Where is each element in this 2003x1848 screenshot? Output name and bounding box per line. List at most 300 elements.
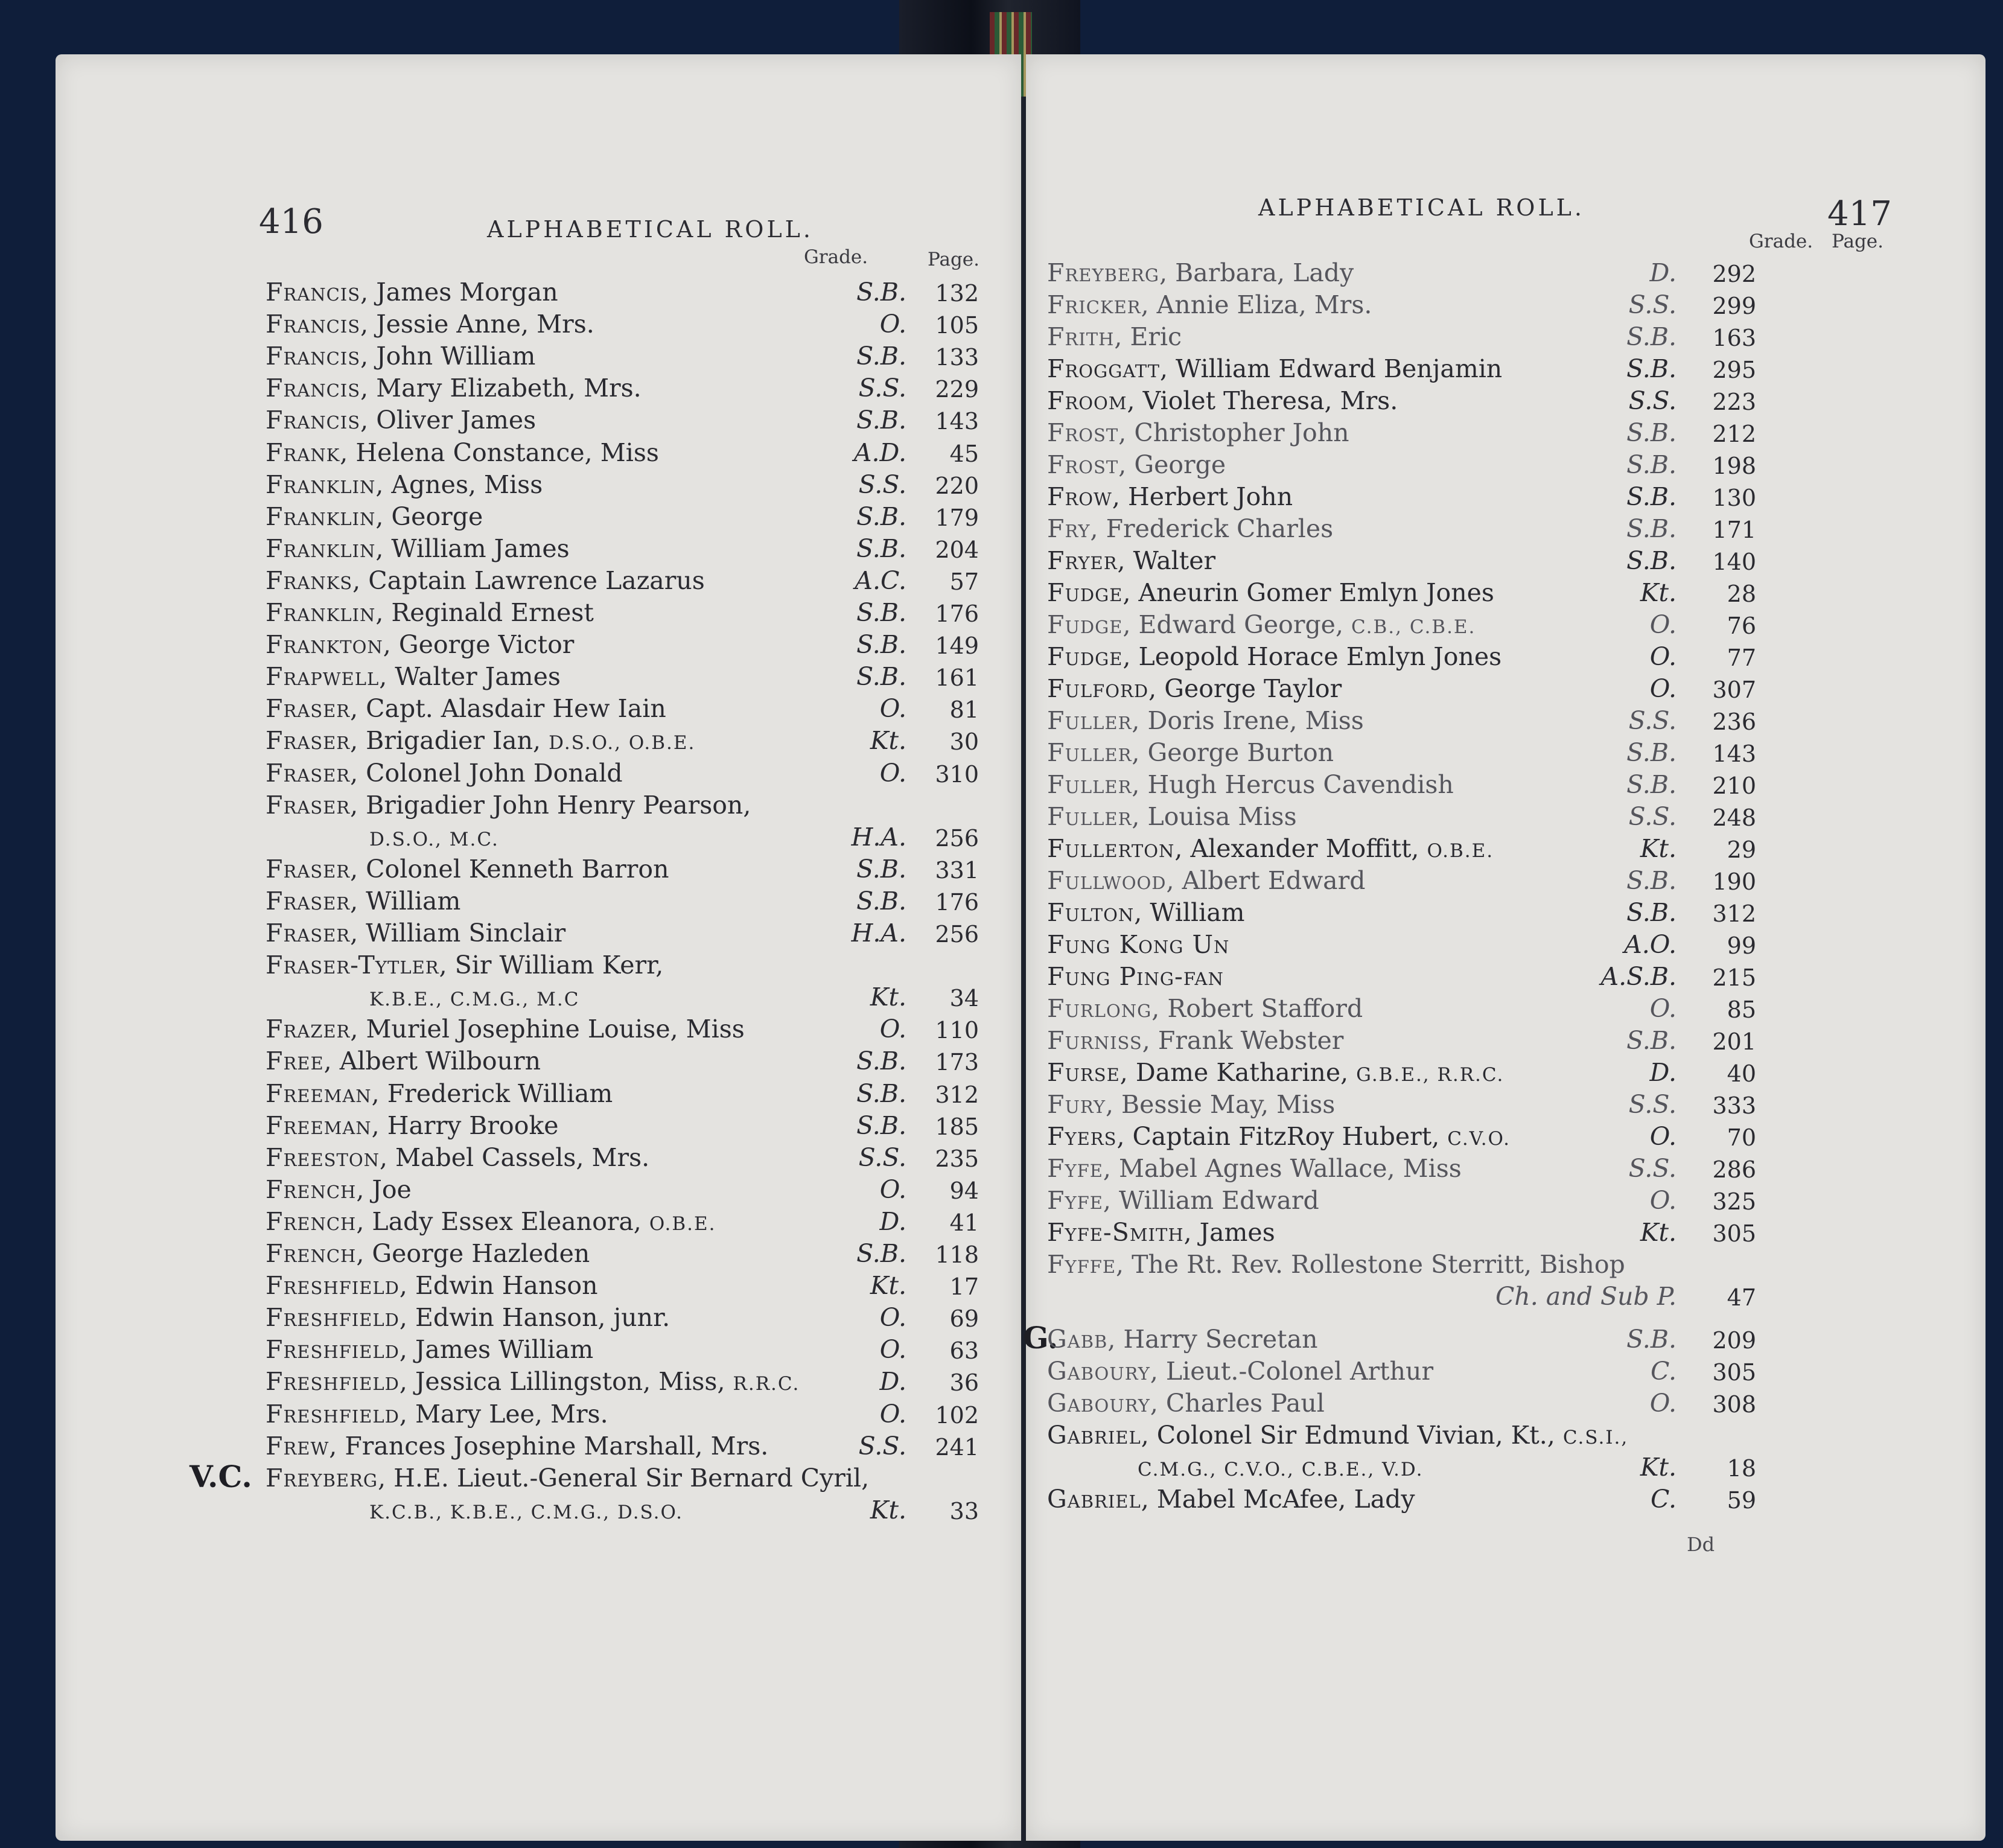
given-names: , William bbox=[350, 886, 461, 916]
page-ref: 331 bbox=[935, 856, 979, 884]
page-ref: 63 bbox=[949, 1337, 979, 1365]
roll-entry bbox=[56, 406, 1021, 438]
entry-name bbox=[1047, 1026, 1343, 1055]
entry-name bbox=[1047, 1421, 1628, 1450]
entry-name bbox=[266, 342, 535, 371]
given-names: , H.E. Lieut.-General Sir Bernard Cyril, bbox=[378, 1463, 870, 1493]
grade: Kt. bbox=[870, 983, 906, 1012]
roll-entry bbox=[1026, 770, 1985, 803]
page-ref: 57 bbox=[949, 568, 979, 595]
entry-name bbox=[266, 1271, 598, 1300]
surname: Freshfield bbox=[266, 1271, 400, 1301]
grade: S.B. bbox=[1626, 482, 1677, 511]
roll-entry bbox=[56, 951, 1021, 983]
page-ref: 308 bbox=[1712, 1391, 1756, 1418]
surname: Fraser bbox=[266, 726, 351, 756]
given-names: , Oliver James bbox=[360, 406, 537, 435]
given-names: , Bessie May, Miss bbox=[1105, 1090, 1336, 1119]
given-names: , Harry Brooke bbox=[371, 1110, 559, 1140]
page-ref: 286 bbox=[1712, 1156, 1756, 1183]
surname: Fraser bbox=[266, 790, 351, 820]
grade: S.S. bbox=[858, 374, 906, 403]
entry-name bbox=[1047, 802, 1297, 831]
page-ref: 41 bbox=[949, 1209, 979, 1236]
given-names: , William Edward bbox=[1103, 1186, 1319, 1215]
roll-entry bbox=[56, 1015, 1021, 1047]
given-names: , Jessie Anne, Mrs. bbox=[360, 310, 594, 339]
grade: S.B. bbox=[856, 886, 906, 916]
roll-entry bbox=[1026, 322, 1985, 355]
entry-name bbox=[266, 1047, 541, 1075]
honours: G.B.E., R.R.C. bbox=[1356, 1064, 1505, 1086]
honours: O.B.E. bbox=[649, 1212, 716, 1235]
surname: Froggatt bbox=[1047, 354, 1160, 383]
entry-name bbox=[266, 1207, 716, 1236]
page-ref: 132 bbox=[935, 280, 979, 307]
given-names: , Joe bbox=[356, 1174, 412, 1204]
roll-entry bbox=[1026, 866, 1985, 899]
surname: Freeman bbox=[266, 1079, 372, 1108]
given-names: , Brigadier Ian, bbox=[350, 726, 549, 756]
entry-name bbox=[1047, 1325, 1318, 1354]
roll-entry bbox=[56, 1239, 1021, 1272]
grade: Ch. and Sub P. bbox=[1495, 1282, 1677, 1311]
given-names: , Mabel Cassels, Mrs. bbox=[379, 1142, 650, 1172]
page-ref: 29 bbox=[1727, 836, 1756, 863]
grade: O. bbox=[1649, 1389, 1677, 1418]
roll-entry bbox=[1026, 1421, 1985, 1453]
surname: Franks bbox=[266, 566, 353, 595]
page-ref: 70 bbox=[1727, 1124, 1756, 1151]
page-ref: 143 bbox=[1712, 741, 1756, 767]
surname: Fyfe bbox=[1047, 1186, 1103, 1215]
given-names: , Captain Lawrence Lazarus bbox=[352, 566, 705, 595]
roll-entry bbox=[56, 374, 1021, 406]
surname: Gaboury bbox=[1047, 1357, 1150, 1386]
surname: Fry bbox=[1047, 514, 1091, 543]
entry-name bbox=[1047, 610, 1476, 639]
page-ref: 235 bbox=[935, 1145, 979, 1172]
roll-entry bbox=[1026, 674, 1985, 707]
surname: Freshfield bbox=[266, 1303, 400, 1333]
page-ref: 209 bbox=[1712, 1327, 1756, 1354]
roll-entry bbox=[1026, 514, 1985, 547]
page-ref: 161 bbox=[935, 664, 979, 692]
entry-name bbox=[266, 1335, 593, 1364]
entry-name bbox=[266, 1367, 800, 1396]
surname: Fury bbox=[1047, 1090, 1106, 1119]
page-ref: 45 bbox=[949, 440, 979, 467]
given-names: , Sir William Kerr, bbox=[439, 951, 664, 980]
roll-entry bbox=[56, 342, 1021, 374]
honours: R.R.C. bbox=[733, 1373, 800, 1395]
grade: O. bbox=[1649, 1122, 1677, 1151]
roll-entry bbox=[1026, 1122, 1985, 1155]
grade: S.S. bbox=[858, 1142, 906, 1172]
roll-entry bbox=[56, 1111, 1021, 1144]
given-names: , Capt. Alasdair Hew Iain bbox=[350, 694, 666, 724]
entry-name bbox=[1047, 546, 1215, 575]
entry-name bbox=[1047, 1058, 1504, 1087]
grade: Kt. bbox=[1640, 1453, 1677, 1482]
roll-entry bbox=[56, 470, 1021, 503]
grade: S.B. bbox=[1626, 738, 1677, 767]
page-ref: 85 bbox=[1727, 996, 1756, 1023]
given-names: , Edward George, bbox=[1123, 610, 1352, 639]
roll-entry bbox=[56, 630, 1021, 663]
surname: Fuller bbox=[1047, 706, 1132, 735]
given-names: , William Edward Benjamin bbox=[1159, 354, 1503, 383]
page-ref: 292 bbox=[1712, 261, 1756, 287]
given-names: , Robert Stafford bbox=[1151, 994, 1363, 1023]
surname: Fyffe bbox=[1047, 1250, 1116, 1279]
page-ref: 204 bbox=[935, 536, 979, 563]
page-ref: 76 bbox=[1727, 613, 1756, 639]
given-names: , Mary Lee, Mrs. bbox=[399, 1399, 608, 1429]
page-ref: 310 bbox=[935, 760, 979, 788]
roll-entry bbox=[1026, 898, 1985, 931]
running-head: ALPHABETICAL ROLL. bbox=[1258, 194, 1585, 221]
given-names: , Aneurin Gomer Emlyn Jones bbox=[1123, 578, 1494, 607]
given-names: , George Hazleden bbox=[356, 1239, 590, 1268]
given-names: , James bbox=[1183, 1218, 1275, 1247]
grade: Kt. bbox=[870, 1271, 906, 1301]
page-ref: 40 bbox=[1727, 1060, 1756, 1087]
honours: K.C.B., K.B.E., C.M.G., D.S.O. bbox=[369, 1501, 683, 1523]
entry-name bbox=[1047, 1389, 1325, 1418]
roll-entry bbox=[1026, 706, 1985, 739]
page-ref: 133 bbox=[935, 344, 979, 371]
entry-name bbox=[1047, 322, 1182, 351]
page-ref: 248 bbox=[1712, 805, 1756, 831]
surname: Gabriel bbox=[1047, 1421, 1141, 1450]
roll-entry bbox=[56, 662, 1021, 695]
surname: Fricker bbox=[1047, 290, 1141, 319]
page-ref: 143 bbox=[935, 408, 979, 435]
honours: C.M.G., C.V.O., C.B.E., V.D. bbox=[1138, 1459, 1424, 1480]
page-ref: 176 bbox=[935, 888, 979, 916]
entry-name bbox=[1047, 1485, 1415, 1514]
surname: Freshfield bbox=[266, 1399, 400, 1429]
decoration-marker: V.C. bbox=[189, 1458, 252, 1494]
entry-name bbox=[266, 919, 565, 948]
grade: S.B. bbox=[856, 630, 906, 660]
entry-name bbox=[1047, 1122, 1511, 1151]
given-names: , Frank Webster bbox=[1142, 1026, 1344, 1055]
entry-name bbox=[1047, 930, 1229, 959]
entry-name bbox=[369, 983, 579, 1012]
grade: D. bbox=[879, 1367, 906, 1397]
grade: S.B. bbox=[1626, 354, 1677, 383]
given-names: , Colonel Kenneth Barron bbox=[350, 854, 669, 884]
roll-entry bbox=[1026, 610, 1985, 643]
roll-entry bbox=[56, 1335, 1021, 1368]
given-names: , John William bbox=[360, 342, 536, 371]
surname: Freeston bbox=[266, 1142, 380, 1172]
grade: Kt. bbox=[1640, 1218, 1677, 1247]
surname: Francis bbox=[266, 406, 361, 435]
entry-name bbox=[266, 662, 561, 691]
entry-name bbox=[266, 1015, 745, 1043]
grade: S.B. bbox=[1626, 418, 1677, 447]
page-number: 417 bbox=[1827, 194, 1892, 234]
surname: Fyfe-Smith bbox=[1047, 1218, 1184, 1247]
given-names: , Reginald Ernest bbox=[375, 598, 594, 627]
honours: C.S.I., bbox=[1562, 1427, 1629, 1448]
entry-name bbox=[1047, 642, 1501, 671]
page-ref: 36 bbox=[949, 1369, 979, 1397]
given-names: , Edwin Hanson, junr. bbox=[399, 1303, 670, 1333]
grade: S.B. bbox=[856, 598, 906, 627]
roll-entry bbox=[1026, 1250, 1985, 1282]
entry-name bbox=[266, 951, 663, 980]
page-ref: 198 bbox=[1712, 453, 1756, 479]
entry-name bbox=[266, 791, 751, 820]
entry-name bbox=[369, 823, 499, 852]
roll-entry bbox=[56, 759, 1021, 791]
given-names: , George Taylor bbox=[1148, 674, 1342, 703]
grade: C. bbox=[1651, 1357, 1677, 1386]
surname: Gaboury bbox=[1047, 1389, 1150, 1418]
page-number: 416 bbox=[259, 202, 323, 241]
given-names: , Captain FitzRoy Hubert, bbox=[1116, 1122, 1448, 1151]
grade: Kt. bbox=[870, 1495, 906, 1525]
grade: S.S. bbox=[858, 1431, 906, 1461]
right-page bbox=[1023, 54, 1985, 1841]
surname: Franklin bbox=[266, 534, 376, 563]
entry-name bbox=[1047, 738, 1334, 767]
grade: S.B. bbox=[856, 502, 906, 531]
given-names: , Agnes, Miss bbox=[375, 470, 543, 499]
surname: Frow bbox=[1047, 482, 1112, 511]
page-ref: 229 bbox=[935, 376, 979, 403]
grade: O. bbox=[879, 694, 906, 724]
page-ref: 223 bbox=[1712, 389, 1756, 415]
left-page bbox=[56, 54, 1021, 1841]
given-names: , Herbert John bbox=[1112, 482, 1293, 511]
roll-entry bbox=[1026, 1282, 1985, 1314]
given-names: , Hugh Hercus Cavendish bbox=[1132, 770, 1454, 799]
entry-name bbox=[266, 534, 570, 563]
given-names: , The Rt. Rev. Rollestone Sterritt, Bishop bbox=[1116, 1250, 1625, 1279]
entry-name bbox=[1047, 866, 1365, 895]
given-names: , Edwin Hanson bbox=[399, 1271, 598, 1301]
surname: Fulford bbox=[1047, 674, 1149, 703]
page-column-header: Page. bbox=[928, 249, 979, 270]
given-names: , Dame Katharine, bbox=[1119, 1058, 1357, 1087]
grade: O. bbox=[879, 1399, 906, 1429]
given-names: , Jessica Lillingston, Miss, bbox=[399, 1367, 733, 1397]
roll-entry bbox=[1023, 1320, 1985, 1357]
grade: S.B. bbox=[1626, 770, 1677, 799]
given-names: , William Sinclair bbox=[350, 919, 566, 948]
page-ref: 201 bbox=[1712, 1028, 1756, 1055]
decoration-marker: G. bbox=[1023, 1320, 1059, 1356]
surname: Frith bbox=[1047, 322, 1115, 351]
entry-name bbox=[266, 726, 695, 755]
grade: A.C. bbox=[855, 566, 906, 595]
given-names: , Albert Edward bbox=[1166, 866, 1366, 895]
given-names: , Frances Josephine Marshall, Mrs. bbox=[329, 1431, 769, 1461]
grade: S.B. bbox=[856, 854, 906, 884]
roll-entry bbox=[56, 694, 1021, 727]
grade: O. bbox=[1649, 994, 1677, 1023]
grade-column-header: Grade. bbox=[1749, 231, 1814, 252]
surname: Franklin bbox=[266, 502, 376, 531]
roll-entry bbox=[56, 1271, 1021, 1304]
entry-name bbox=[1138, 1453, 1423, 1482]
surname: Free bbox=[266, 1047, 324, 1076]
page-ref: 171 bbox=[1712, 517, 1756, 543]
surname: Francis bbox=[266, 374, 361, 403]
entry-name bbox=[1047, 706, 1364, 735]
page-ref: 118 bbox=[935, 1241, 979, 1268]
grade: S.B. bbox=[856, 342, 906, 371]
roll-entry bbox=[56, 1175, 1021, 1208]
given-names: , George bbox=[1118, 450, 1226, 479]
entry-name bbox=[266, 278, 558, 307]
entry-name bbox=[266, 502, 483, 531]
entry-name bbox=[1047, 1250, 1625, 1279]
given-names: , Walter James bbox=[379, 662, 561, 692]
surname: Freyberg bbox=[266, 1463, 378, 1493]
surname: Fraser bbox=[266, 854, 351, 884]
given-names: , Annie Eliza, Mrs. bbox=[1141, 290, 1372, 319]
roll-entry bbox=[1026, 994, 1985, 1027]
roll-entry bbox=[1026, 1026, 1985, 1059]
surname: Fyers bbox=[1047, 1122, 1117, 1151]
page-ref: 47 bbox=[1727, 1284, 1756, 1311]
roll-entry bbox=[56, 534, 1021, 567]
given-names: , George Victor bbox=[383, 630, 575, 660]
grade: S.B. bbox=[1626, 866, 1677, 895]
grade: O. bbox=[1649, 610, 1677, 639]
roll-entry bbox=[56, 1047, 1021, 1079]
entry-name bbox=[1047, 898, 1245, 927]
entry-name bbox=[1047, 834, 1494, 863]
surname: Gabb bbox=[1047, 1325, 1108, 1354]
given-names: , James William bbox=[399, 1335, 594, 1365]
given-names: , William James bbox=[375, 534, 570, 563]
page-ref: 241 bbox=[935, 1433, 979, 1461]
given-names: , Frederick William bbox=[371, 1079, 613, 1108]
entry-name bbox=[266, 566, 705, 595]
surname: Freyberg bbox=[1047, 258, 1160, 287]
entry-name bbox=[1047, 578, 1494, 607]
given-names: , Eric bbox=[1114, 322, 1182, 351]
roll-entry bbox=[1026, 834, 1985, 867]
page-ref: 18 bbox=[1727, 1455, 1756, 1482]
roll-entry bbox=[56, 1400, 1021, 1432]
page-column-header: Page. bbox=[1832, 231, 1884, 252]
entry-name bbox=[1047, 1357, 1433, 1386]
roll-entry bbox=[1026, 546, 1985, 579]
roll-entry bbox=[56, 566, 1021, 599]
roll-entry bbox=[1026, 1389, 1985, 1421]
surname: Fraser bbox=[266, 758, 351, 788]
page-ref: 59 bbox=[1727, 1487, 1756, 1514]
grade: O. bbox=[879, 1174, 906, 1204]
given-names: , Christopher John bbox=[1118, 418, 1349, 447]
grade: O. bbox=[879, 1015, 906, 1044]
entry-name bbox=[1047, 514, 1333, 543]
roll-entry bbox=[1026, 1453, 1985, 1485]
roll-entry bbox=[1026, 1485, 1985, 1517]
entry-name bbox=[1047, 1154, 1462, 1183]
page-ref: 212 bbox=[1712, 421, 1756, 447]
roll-entry bbox=[1026, 450, 1985, 483]
roll-entry bbox=[1026, 578, 1985, 611]
roll-entry bbox=[1026, 418, 1985, 451]
page-ref: 295 bbox=[1712, 357, 1756, 383]
page-ref: 220 bbox=[935, 472, 979, 499]
grade: A.S.B. bbox=[1600, 962, 1677, 991]
surname: Fullwood bbox=[1047, 866, 1167, 895]
roll-entry bbox=[56, 278, 1021, 310]
running-head: ALPHABETICAL ROLL. bbox=[487, 216, 814, 243]
roll-entry bbox=[56, 726, 1021, 759]
surname: Francis bbox=[266, 342, 361, 371]
grade-column-header: Grade. bbox=[804, 246, 868, 268]
given-names: , Doris Irene, Miss bbox=[1132, 706, 1364, 735]
roll-entry bbox=[1026, 1186, 1985, 1219]
grade: S.B. bbox=[1626, 898, 1677, 927]
given-names: , William bbox=[1134, 898, 1245, 927]
roll-entry bbox=[1026, 1218, 1985, 1251]
grade: S.S. bbox=[1628, 1154, 1677, 1183]
grade: D. bbox=[1649, 258, 1677, 287]
page-ref: 81 bbox=[949, 696, 979, 724]
page-ref: 69 bbox=[949, 1305, 979, 1333]
roll-entry bbox=[1026, 386, 1985, 419]
entry-name bbox=[266, 694, 666, 723]
given-names: , Harry Secretan bbox=[1107, 1325, 1318, 1354]
entry-name bbox=[1047, 770, 1454, 799]
surname: French bbox=[266, 1239, 357, 1268]
page-ref: 312 bbox=[935, 1081, 979, 1108]
grade: S.B. bbox=[1626, 450, 1677, 479]
surname: Fuller bbox=[1047, 802, 1132, 831]
page-ref: 307 bbox=[1712, 677, 1756, 703]
page-ref: 325 bbox=[1712, 1188, 1756, 1215]
page-ref: 28 bbox=[1727, 581, 1756, 607]
page-ref: 77 bbox=[1727, 645, 1756, 671]
roll-entry bbox=[56, 1303, 1021, 1336]
honours: K.B.E., C.M.G., M.C bbox=[369, 989, 580, 1011]
grade: S.S. bbox=[1628, 1090, 1677, 1119]
given-names: , Mabel McAfee, Lady bbox=[1141, 1485, 1415, 1514]
grade: O. bbox=[879, 1335, 906, 1365]
given-names: , James Morgan bbox=[360, 278, 558, 307]
entry-name bbox=[266, 438, 659, 467]
honours: C.B., C.B.E. bbox=[1351, 616, 1476, 638]
grade: O. bbox=[1649, 642, 1677, 671]
surname: Furlong bbox=[1047, 994, 1152, 1023]
surname: French bbox=[266, 1174, 357, 1204]
roll-entry bbox=[56, 1207, 1021, 1240]
surname: Frankton bbox=[266, 630, 383, 660]
grade: O. bbox=[879, 1303, 906, 1333]
grade: S.B. bbox=[856, 278, 906, 307]
given-names: , Violet Theresa, Mrs. bbox=[1127, 386, 1398, 415]
roll-entry bbox=[1026, 642, 1985, 675]
surname: Franklin bbox=[266, 598, 376, 627]
entry-name bbox=[266, 1464, 869, 1493]
given-names: , Alexander Moffitt, bbox=[1174, 834, 1427, 863]
entry-name bbox=[266, 1432, 768, 1461]
entry-name bbox=[266, 1239, 590, 1268]
roll-entry bbox=[56, 1143, 1021, 1176]
